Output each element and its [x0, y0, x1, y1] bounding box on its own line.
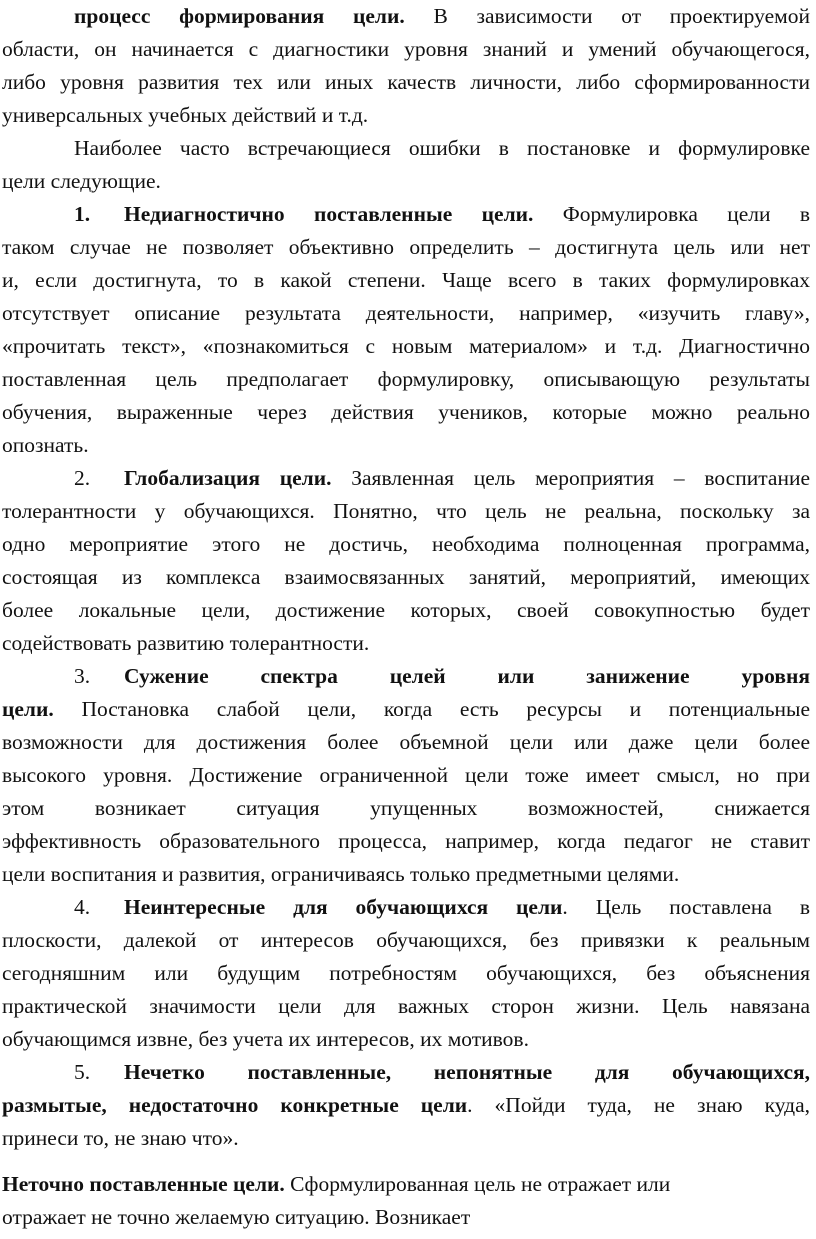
text-line: более локальные цели, достижение которых, своей совокупностью будет [2, 598, 810, 622]
list-number: 2. [74, 466, 91, 490]
text-line: универсальных учебных действий и т.д. [2, 103, 369, 127]
line-text: Постановка слабой цели, когда есть ресурсы и потенциальные [53, 697, 810, 721]
text-line: либо уровня развития тех или иных качеств личности, либо сформированности [2, 70, 810, 94]
bold-phrase: Неинтересные для обучающихся цели [124, 895, 563, 919]
text-line [74, 0, 810, 33]
text-line: и, если достигнута, то в какой степени. Чаще всего в таких формулировках [2, 268, 810, 292]
text-line: цели следующие. [2, 169, 161, 193]
text-line: высокого уровня. Достижение ограниченной цели тоже имеет смысл, но при [2, 763, 810, 787]
text-line: области, он начинается с диагностики уровня знаний и умений обучающегося, [2, 37, 810, 61]
text-line: поставленная цель предполагает формулировку, описывающую результаты [2, 367, 810, 391]
bold-phrase: Сужение спектра целей или занижение уровня [124, 664, 810, 688]
list-item-5-heading [74, 1056, 810, 1089]
list-number: 1. [74, 202, 91, 226]
text-line [2, 693, 810, 726]
text-line: состоящая из комплекса взаимосвязанных занятий, мероприятий, имеющих [2, 565, 810, 589]
text-line: сегодняшним или будущим потребностям обучающихся, без объяснения [2, 961, 810, 985]
text-line [2, 1089, 810, 1122]
list-number: 4. [74, 895, 91, 919]
list-number: 5. [74, 1060, 91, 1084]
section-heading-line [2, 1168, 810, 1201]
text-line: принеси то, не знаю что». [2, 1126, 239, 1150]
text-line: возможности для достижения более объемной цели или даже цели более [2, 730, 810, 754]
text-line: Наиболее часто встречающиеся ошибки в постановке и формулировке [74, 136, 810, 160]
line-text: В зависимости от проектируемой [404, 4, 810, 28]
text-line: таком случае не позволяет объективно определить – достигнута цель или нет [2, 235, 810, 259]
text-line: опознать. [2, 433, 89, 457]
text-line: отражает не точно желаемую ситуацию. Возникает [2, 1205, 471, 1229]
text-line: содействовать развитию толерантности. [2, 631, 370, 655]
text-line: отсутствует описание результата деятельности, например, «изучить главу», [2, 301, 810, 325]
list-item-1-heading [74, 198, 810, 231]
line-text: . Цель поставлена в [562, 895, 810, 919]
bold-phrase: Недиагностично поставленные цели. [124, 202, 534, 226]
text-line: этом возникает ситуация упущенных возможностей, снижается [2, 796, 810, 820]
text-line: «прочитать текст», «познакомиться с новым материалом» и т.д. Диагностично [2, 334, 810, 358]
text-line: плоскости, далекой от интересов обучающихся, без привязки к реальным [2, 928, 810, 952]
line-text: . «Пойди туда, не знаю куда, [467, 1093, 810, 1117]
text-line: практической значимости цели для важных сторон жизни. Цель навязана [2, 994, 810, 1018]
text-line: обучения, выраженные через действия учеников, которые можно реально [2, 400, 810, 424]
bold-phrase: процесс формирования цели. [74, 4, 405, 28]
bold-phrase: Нечетко поставленные, непонятные для обучающихся, [124, 1060, 810, 1084]
list-item-2-heading [74, 462, 810, 495]
line-text: Заявленная цель мероприятия – воспитание [331, 466, 810, 490]
text-line: цели воспитания и развития, ограничиваясь только предметными целями. [2, 862, 680, 886]
text-line: толерантности у обучающихся. Понятно, что цель не реальна, поскольку за [2, 499, 810, 523]
text-line: обучающимся извне, без учета их интересов, их мотивов. [2, 1027, 529, 1051]
line-text: Формулировка цели в [533, 202, 810, 226]
bold-phrase: Неточно поставленные цели. [2, 1172, 285, 1196]
list-number: 3. [74, 664, 91, 688]
text-line: одно мероприятие этого не достичь, необходима полноценная программа, [2, 532, 810, 556]
bold-phrase: цели. [2, 697, 54, 721]
bold-phrase: размытые, недостаточно конкретные цели [2, 1093, 468, 1117]
text-line: эффективность образовательного процесса, например, когда педагог не ставит [2, 829, 810, 853]
list-item-4-heading [74, 891, 810, 924]
bold-phrase: Глобализация цели. [124, 466, 332, 490]
line-text: Сформулированная цель не отражает или [284, 1172, 671, 1196]
list-item-3-heading [74, 660, 810, 693]
